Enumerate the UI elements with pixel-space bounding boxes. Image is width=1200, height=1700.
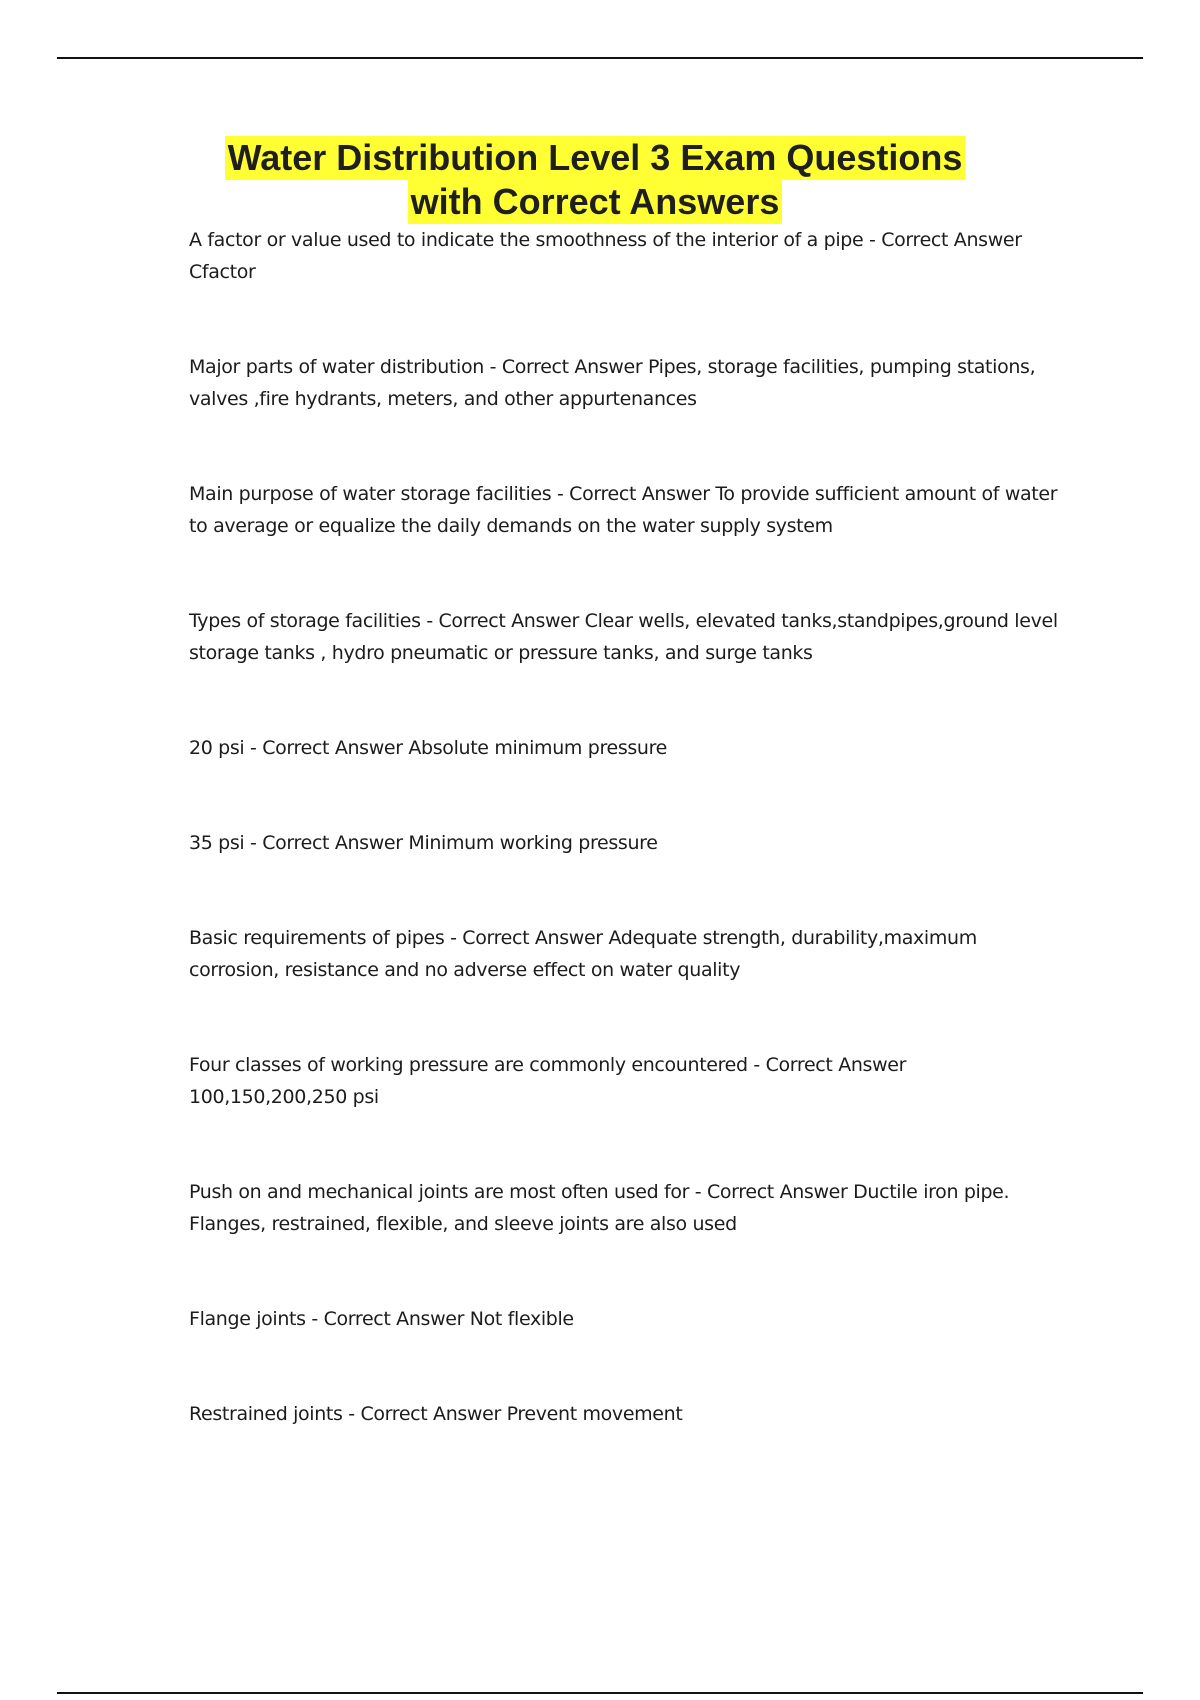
document-title	[0, 136, 1190, 224]
qa-item-4: Types of storage facilities - Correct Answer Clear wells, elevated tanks,standpipes,ground level storage tanks , hydro pneumatic or pressure tanks, and surge tanks	[189, 610, 1058, 664]
title-line-2: with Correct Answers	[408, 180, 783, 224]
qa-item-7: Basic requirements of pipes - Correct Answer Adequate strength, durability,maximum corrosion, resistance and no adverse effect on water quality	[189, 927, 977, 981]
qa-item-2: Major parts of water distribution - Correct Answer Pipes, storage facilities, pumping stations, valves ,fire hydrants, meters, and other appurtenances	[189, 356, 1036, 410]
qa-list	[189, 224, 1069, 1493]
qa-item-11: Restrained joints - Correct Answer Prevent movement	[189, 1403, 683, 1425]
qa-item-3: Main purpose of water storage facilities - Correct Answer To provide sufficient amount of water to average or equalize the daily demands on the water supply system	[189, 483, 1058, 537]
qa-item-9: Push on and mechanical joints are most often used for - Correct Answer Ductile iron pipe. Flanges, restrained, flexible, and sleeve joints are also used	[189, 1181, 1010, 1235]
title-line-1: Water Distribution Level 3 Exam Questions	[225, 136, 966, 180]
top-divider	[57, 57, 1143, 59]
qa-item-8: Four classes of working pressure are commonly encountered - Correct Answer 100,150,200,250 psi	[189, 1054, 907, 1108]
bottom-divider	[57, 1692, 1143, 1694]
qa-item-6: 35 psi - Correct Answer Minimum working pressure	[189, 832, 658, 854]
qa-item-5: 20 psi - Correct Answer Absolute minimum pressure	[189, 737, 668, 759]
qa-item-10: Flange joints - Correct Answer Not flexible	[189, 1308, 574, 1330]
qa-item-1: A factor or value used to indicate the smoothness of the interior of a pipe - Correct Answer Cfactor	[189, 229, 1022, 283]
